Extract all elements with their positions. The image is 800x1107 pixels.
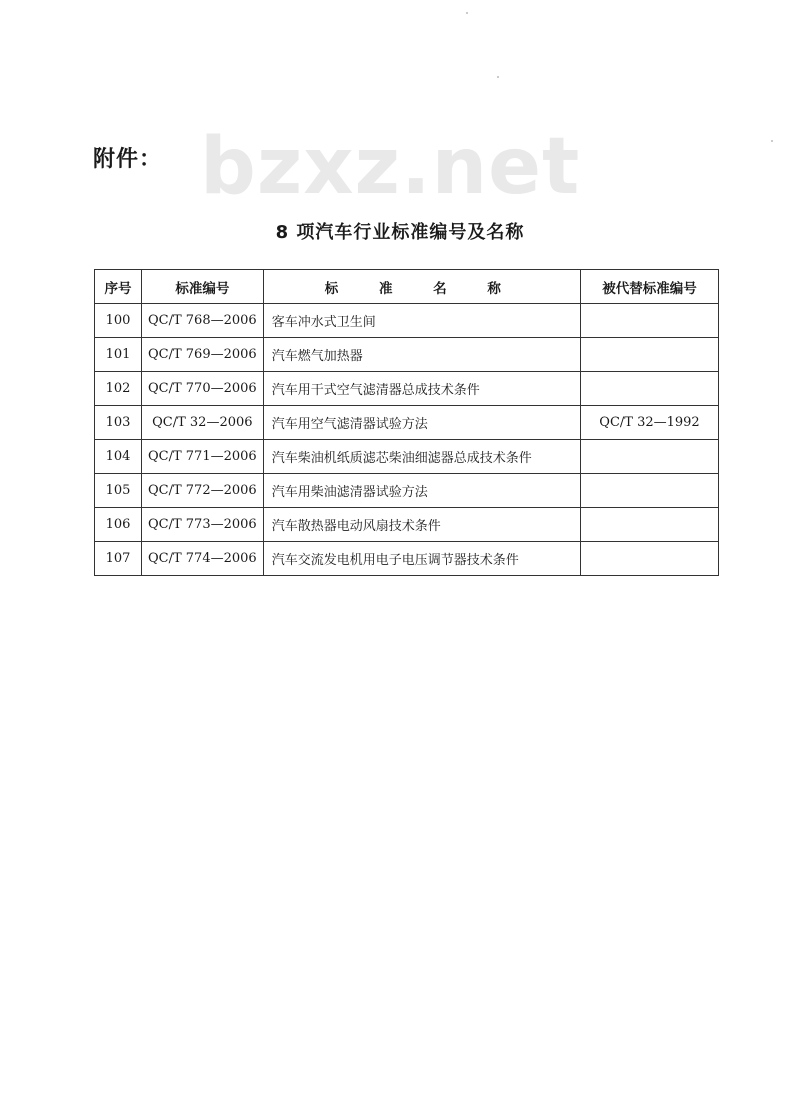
cell-seq: 101 [95,338,142,372]
standards-table [94,269,719,576]
cell-replaced [581,304,719,338]
cell-seq: 104 [95,440,142,474]
cell-replaced [581,338,719,372]
cell-code: QC/T 32—2006 [142,406,264,440]
cell-code: QC/T 773—2006 [142,508,264,542]
cell-seq: 103 [95,406,142,440]
cell-name: 汽车散热器电动风扇技术条件 [263,508,580,542]
table-row [95,372,719,406]
cell-name: 汽车柴油机纸质滤芯柴油细滤器总成技术条件 [263,440,580,474]
cell-code: QC/T 770—2006 [142,372,264,406]
scan-speck [771,140,773,142]
cell-seq: 102 [95,372,142,406]
cell-name: 客车冲水式卫生间 [263,304,580,338]
table-header-row [95,270,719,304]
table-row [95,542,719,576]
cell-seq: 106 [95,508,142,542]
table-row [95,406,719,440]
cell-replaced: QC/T 32—1992 [581,406,719,440]
header-seq: 序号 [95,270,142,304]
cell-code: QC/T 769—2006 [142,338,264,372]
cell-code: QC/T 772—2006 [142,474,264,508]
document-title: 8 项汽车行业标准编号及名称 [275,222,525,243]
cell-seq: 107 [95,542,142,576]
header-name: 标 准 名 称 [263,270,580,304]
attachment-label: 附件： [93,147,163,172]
cell-replaced [581,542,719,576]
cell-replaced [581,474,719,508]
table-row [95,474,719,508]
table-row [95,338,719,372]
cell-replaced [581,440,719,474]
cell-seq: 105 [95,474,142,508]
cell-name: 汽车用干式空气滤清器总成技术条件 [263,372,580,406]
cell-code: QC/T 768—2006 [142,304,264,338]
cell-name: 汽车用柴油滤清器试验方法 [263,474,580,508]
table-row [95,304,719,338]
table-row [95,440,719,474]
cell-replaced [581,372,719,406]
cell-code: QC/T 771—2006 [142,440,264,474]
cell-replaced [581,508,719,542]
scan-speck [497,76,499,78]
cell-seq: 100 [95,304,142,338]
table-row [95,508,719,542]
cell-name: 汽车用空气滤清器试验方法 [263,406,580,440]
scan-speck [466,12,468,14]
header-code: 标准编号 [142,270,264,304]
cell-name: 汽车燃气加热器 [263,338,580,372]
cell-code: QC/T 774—2006 [142,542,264,576]
header-replaced: 被代替标准编号 [581,270,719,304]
watermark: bzxz.net [200,122,581,212]
cell-name: 汽车交流发电机用电子电压调节器技术条件 [263,542,580,576]
